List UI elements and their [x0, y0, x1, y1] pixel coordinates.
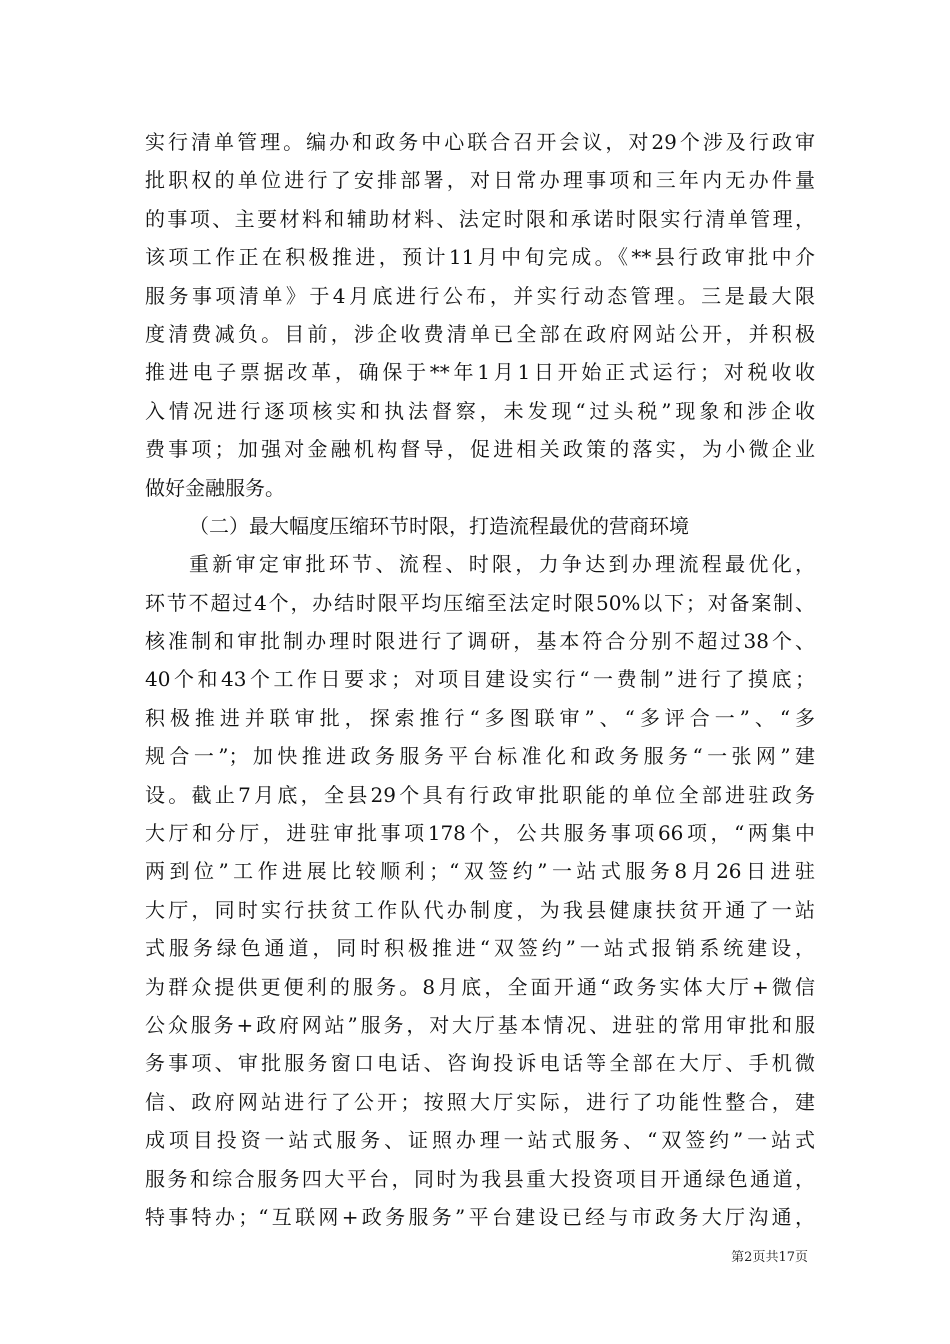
- text-line: 批职权的单位进行了安排部署，对日常办理事项和三年内无办件量: [145, 168, 815, 193]
- text-line: 该项工作正在积极推进，预计11月中旬完成。《**县行政审批中介: [145, 245, 815, 270]
- text-line: 特事特办；“互联网+政务服务”平台建设已经与市政务大厅沟通，: [145, 1204, 815, 1229]
- text-line: 务事项、审批服务窗口电话、咨询投诉电话等全部在大厅、手机微: [145, 1051, 815, 1076]
- text-line: 的事项、主要材料和辅助材料、法定时限和承诺时限实行清单管理，: [145, 206, 815, 231]
- page-number-footer: 第2页共17页: [731, 1250, 808, 1265]
- text-line: 两到位”工作进展比较顺利；“双签约”一站式服务8月26日进驻: [145, 859, 815, 884]
- text-line: 规合一”；加快推进政务服务平台标准化和政务服务“一张网”建: [145, 744, 815, 769]
- text-line: 大厅和分厅，进驻审批事项178个，公共服务事项66项，“两集中: [145, 821, 815, 846]
- text-line: 设。截止7月底，全县29个具有行政审批职能的单位全部进驻政务: [145, 782, 815, 807]
- text-line: 服务事项清单》于4月底进行公布，并实行动态管理。三是最大限: [145, 283, 815, 308]
- text-line: 信、政府网站进行了公开；按照大厅实际，进行了功能性整合，建: [145, 1089, 815, 1114]
- section-heading: （二）最大幅度压缩环节时限，打造流程最优的营商环境: [189, 513, 689, 538]
- text-line: 40个和43个工作日要求；对项目建设实行“一费制”进行了摸底；: [145, 667, 815, 692]
- text-line: 成项目投资一站式服务、证照办理一站式服务、“双签约”一站式: [145, 1128, 815, 1153]
- text-line: 大厅，同时实行扶贫工作队代办制度，为我县健康扶贫开通了一站: [145, 897, 815, 922]
- text-line: 做好金融服务。: [145, 475, 285, 500]
- text-line: 度清费减负。目前，涉企收费清单已全部在政府网站公开，并积极: [145, 321, 815, 346]
- text-line: 重新审定审批环节、流程、时限，力争达到办理流程最优化，: [189, 552, 815, 577]
- text-line: 费事项；加强对金融机构督导，促进相关政策的落实，为小微企业: [145, 437, 815, 462]
- text-line: 公众服务+政府网站”服务，对大厅基本情况、进驻的常用审批和服: [145, 1012, 815, 1037]
- text-line: 实行清单管理。编办和政务中心联合召开会议，对29个涉及行政审: [145, 130, 815, 154]
- text-line: 核准制和审批制办理时限进行了调研，基本符合分别不超过38个、: [145, 629, 815, 654]
- text-line: 式服务绿色通道，同时积极推进“双签约”一站式报销系统建设，: [145, 936, 815, 961]
- text-line: 积极推进并联审批，探索推行“多图联审”、“多评合一”、“多: [145, 705, 815, 730]
- text-line: 推进电子票据改革，确保于**年1月1日开始正式运行；对税收收: [145, 360, 815, 385]
- body-text: [145, 123, 815, 1236]
- text-line: 环节不超过4个，办结时限平均压缩至法定时限50%以下；对备案制、: [145, 590, 815, 615]
- text-line: 为群众提供更便利的服务。8月底，全面开通“政务实体大厅+微信: [145, 974, 815, 999]
- text-line: 入情况进行逐项核实和执法督察，未发现“过头税”现象和涉企收: [145, 398, 815, 423]
- text-line: 服务和综合服务四大平台，同时为我县重大投资项目开通绿色通道，: [145, 1166, 815, 1191]
